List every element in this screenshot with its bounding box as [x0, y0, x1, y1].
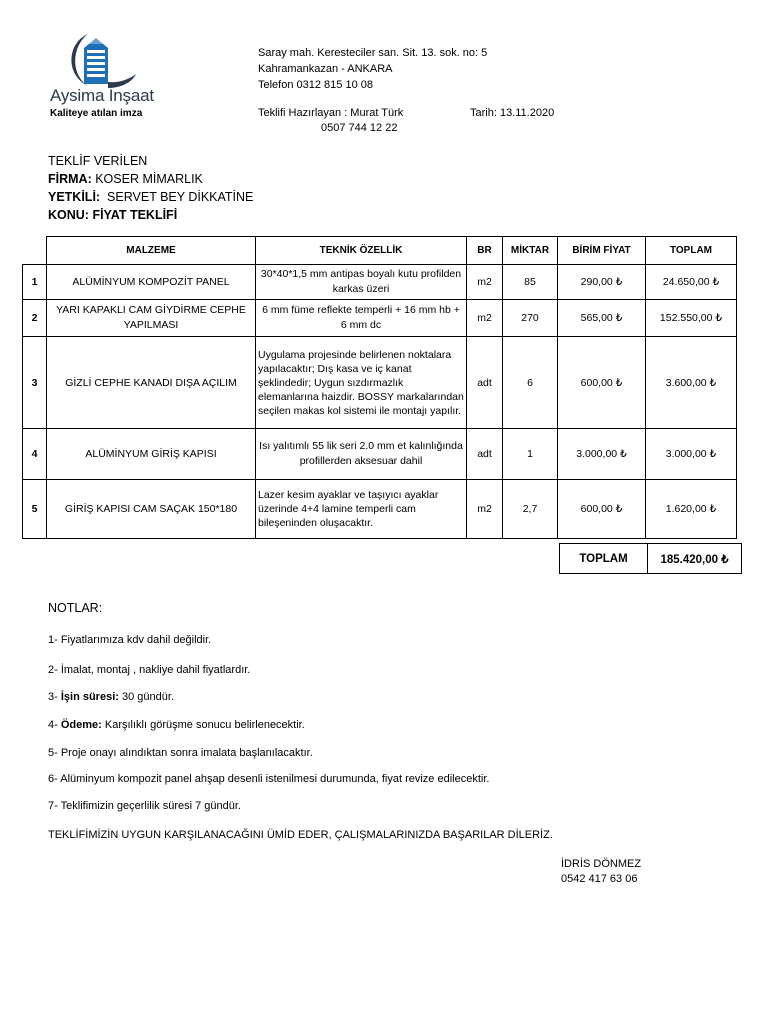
spec-cell: 6 mm füme reflekte temperli + 16 mm hb + 6 mm dc	[256, 300, 467, 337]
unit-price-cell: 290,00 ₺	[558, 265, 646, 300]
firma-line	[48, 170, 253, 188]
note-item: 1- Fiyatlarımıza kdv dahil değildir.	[48, 634, 212, 646]
qty-cell: 1	[503, 429, 558, 480]
material-cell: YARI KAPAKLI CAM GİYDİRME CEPHE YAPILMASI	[47, 300, 256, 337]
company-logo	[58, 30, 168, 120]
table-row	[23, 300, 737, 337]
building-logo-icon	[58, 30, 168, 92]
offer-header	[48, 152, 253, 224]
spec-cell: Uygulama projesinde belirlenen noktalara yapılacaktır; Dış kasa ve iç kanat şeklindedir; Uygun sızdırmazlık elemanlarına haizdir. BOSSY markalarından seçilen makas kol sistemi ile montajı yapılır.	[256, 337, 467, 429]
row-number: 1	[23, 265, 47, 300]
spec-cell: Isı yalıtımlı 55 lik seri 2.0 mm et kalınlığında profillerden aksesuar dahil	[256, 429, 467, 480]
firma-value: KOSER MİMARLIK	[91, 172, 203, 186]
note-item: 2- İmalat, montaj , nakliye dahil fiyatlardır.	[48, 664, 251, 676]
grand-total-row	[560, 544, 742, 574]
spec-cell: Lazer kesim ayaklar ve taşıyıcı ayaklar üzerinde 4+4 lamine temperli cam bileşeninden oluşacaktır.	[256, 480, 467, 539]
row-number: 3	[23, 337, 47, 429]
column-header: MİKTAR	[503, 237, 558, 265]
note-item: 7- Teklifimizin geçerlilik süresi 7 gündür.	[48, 800, 241, 812]
yetkili-label: YETKİLİ:	[48, 190, 101, 204]
qty-cell: 270	[503, 300, 558, 337]
unit-cell: adt	[467, 429, 503, 480]
unit-cell: m2	[467, 300, 503, 337]
unit-cell: adt	[467, 337, 503, 429]
unit-cell: m2	[467, 265, 503, 300]
closing-text: TEKLİFİMİZİN UYGUN KARŞILANACAĞINI ÜMİD EDER, ÇALIŞMALARINIZDA BAŞARILAR DİLERİZ.	[48, 829, 553, 841]
table-header-row	[23, 237, 737, 265]
prepared-by: Teklifi Hazırlayan : Murat Türk	[258, 107, 404, 119]
spec-cell: 30*40*1,5 mm antipas boyalı kutu profilden karkas üzeri	[256, 265, 467, 300]
total-cell: 3.600,00 ₺	[646, 337, 737, 429]
column-header: BR	[467, 237, 503, 265]
total-cell: 152.550,00 ₺	[646, 300, 737, 337]
prepared-by-phone: 0507 744 12 22	[321, 122, 398, 134]
table-row	[23, 337, 737, 429]
grand-total-table	[559, 543, 742, 574]
note-item: 3- İşin süresi: 30 gündür.	[48, 691, 174, 703]
qty-cell: 85	[503, 265, 558, 300]
material-cell: ALÜMİNYUM GİRİŞ KAPISI	[47, 429, 256, 480]
table-row	[23, 429, 737, 480]
address-line: Saray mah. Keresteciler san. Sit. 13. sok. no: 5	[258, 47, 488, 59]
row-number: 4	[23, 429, 47, 480]
unit-price-cell: 600,00 ₺	[558, 480, 646, 539]
note-item: 4- Ödeme: Karşılıklı görüşme sonucu belirlenecektir.	[48, 719, 305, 731]
material-cell: GİZLİ CEPHE KANADI DIŞA AÇILIM	[47, 337, 256, 429]
yetkili-line	[48, 188, 253, 206]
column-header: BİRİM FİYAT	[558, 237, 646, 265]
table-row	[23, 480, 737, 539]
qty-cell: 2,7	[503, 480, 558, 539]
signer-name: İDRİS DÖNMEZ	[561, 858, 642, 870]
material-cell: GİRİŞ KAPISI CAM SAÇAK 150*180	[47, 480, 256, 539]
phone-line: Telefon 0312 815 10 08	[258, 79, 373, 91]
note-item: 5- Proje onayı alındıktan sonra imalata başlanılacaktır.	[48, 747, 313, 759]
row-number: 5	[23, 480, 47, 539]
total-cell: 24.650,00 ₺	[646, 265, 737, 300]
column-header: TEKNİK ÖZELLİK	[256, 237, 467, 265]
unit-cell: m2	[467, 480, 503, 539]
signer-phone: 0542 417 63 06	[561, 873, 638, 885]
address-line: Kahramankazan - ANKARA	[258, 63, 393, 75]
notes-title: NOTLAR:	[48, 601, 103, 615]
unit-price-cell: 565,00 ₺	[558, 300, 646, 337]
grand-total-label: TOPLAM	[560, 544, 648, 574]
address-block	[258, 45, 487, 93]
unit-price-cell: 600,00 ₺	[558, 337, 646, 429]
qty-cell: 6	[503, 337, 558, 429]
corner-cell	[23, 237, 47, 265]
total-cell: 3.000,00 ₺	[646, 429, 737, 480]
company-tagline: Kaliteye atılan imza	[50, 108, 143, 119]
grand-total-value: 185.420,00 ₺	[648, 544, 742, 574]
column-header: MALZEME	[47, 237, 256, 265]
offer-title: TEKLİF VERİLEN	[48, 154, 148, 168]
material-cell: ALÜMİNYUM KOMPOZİT PANEL	[47, 265, 256, 300]
firma-label: FİRMA:	[48, 172, 92, 186]
note-item: 6- Alüminyum kompozit panel ahşap desenli istenilmesi durumunda, fiyat revize edilecektir.	[48, 773, 490, 785]
quote-table	[22, 236, 737, 539]
yetkili-value: SERVET BEY DİKKATİNE	[100, 190, 254, 204]
row-number: 2	[23, 300, 47, 337]
signer-block	[561, 857, 641, 887]
unit-price-cell: 3.000,00 ₺	[558, 429, 646, 480]
table-row	[23, 265, 737, 300]
company-name: Aysima İnşaat	[50, 86, 154, 105]
offer-date: Tarih: 13.11.2020	[470, 107, 555, 119]
total-cell: 1.620,00 ₺	[646, 480, 737, 539]
subject-line: KONU: FİYAT TEKLİFİ	[48, 208, 178, 222]
column-header: TOPLAM	[646, 237, 737, 265]
